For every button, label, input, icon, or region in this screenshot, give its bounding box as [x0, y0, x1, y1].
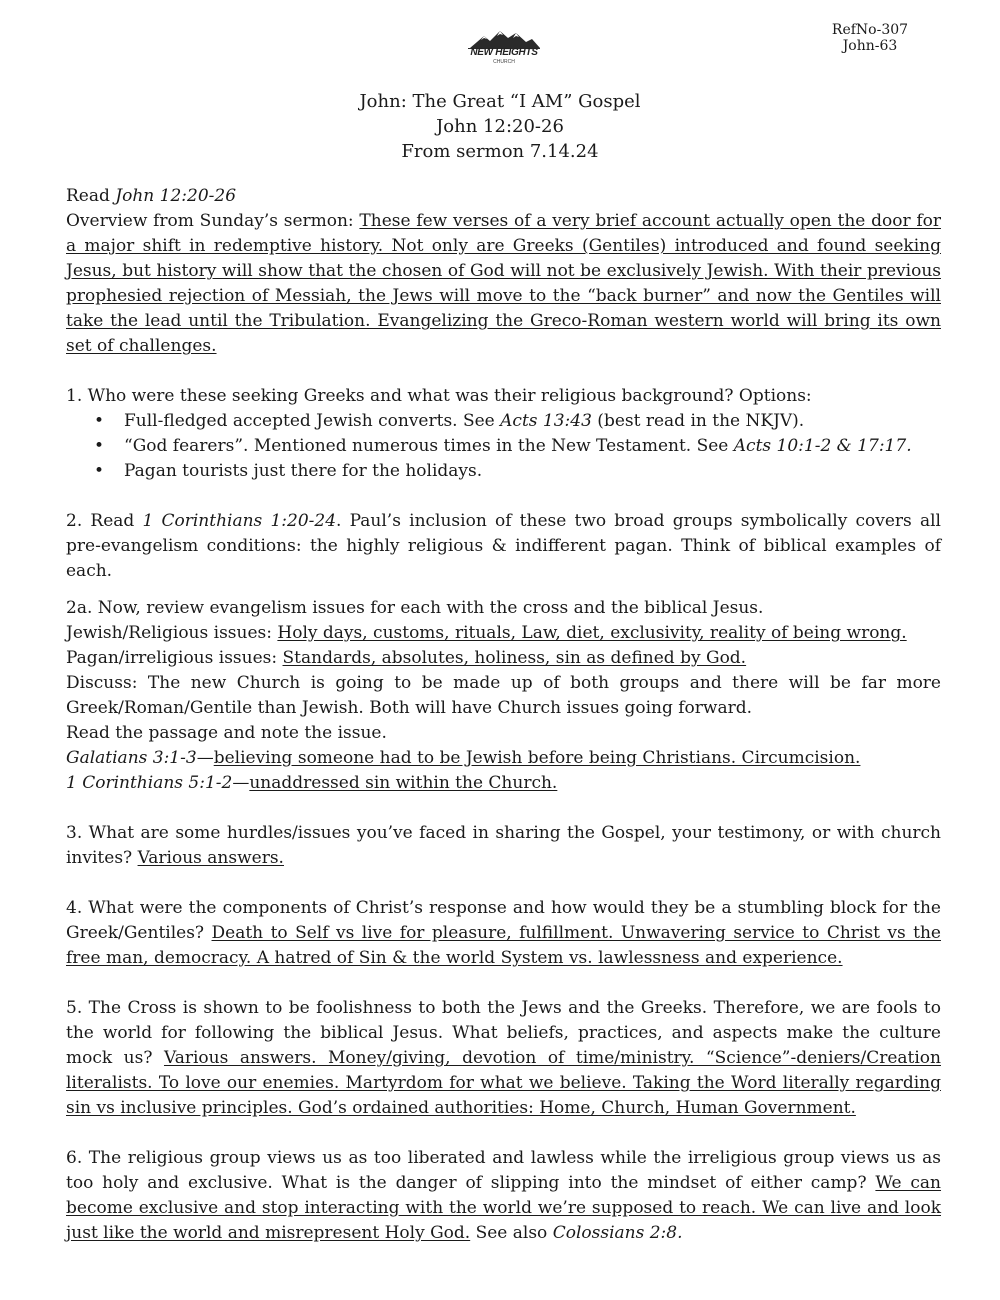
- scripture-ref: 1 Corinthians 5:1-2: [66, 773, 233, 793]
- answer-text: Various answers. Money/giving, devotion of time/ministry. “Science”-deniers/Creation literalists. To love our enemies. Martyrdom for what we believe. Taking the Word literally regarding sin vs inclusive principles. God’s ordained authorities: Home, Church, Human Government.: [66, 1048, 941, 1118]
- ref-series: John-63: [842, 38, 898, 54]
- overview-paragraph: [66, 209, 941, 359]
- series-title: John: The Great “I AM” Gospel: [359, 91, 641, 112]
- answer-text: Holy days, customs, rituals, Law, diet, exclusivity, reality of being wrong.: [277, 623, 907, 643]
- scripture-ref: Acts 10:1-2 & 17:17.: [733, 436, 912, 456]
- options-list: [66, 409, 941, 484]
- jewish-issues: Jewish/Religious issues: Holy days, customs, rituals, Law, diet, exclusivity, reality of being wrong.: [66, 623, 907, 643]
- scripture-ref: Galatians 3:1-3: [66, 748, 197, 768]
- study-guide-body: [66, 184, 941, 1246]
- answer-text: unaddressed sin within the Church.: [249, 773, 558, 793]
- logo-subtext: CHURCH: [493, 59, 515, 65]
- question-5: 5. The Cross is shown to be foolishness to both the Jews and the Greeks. Therefore, we are fools to the world for following the biblical Jesus. What beliefs, practices, and aspects make the culture mock us? Various answers. Money/giving, devotion of time/ministry. “Science”-deniers/Creation literalists. To love our enemies. Martyrdom for what we believe. Taking the Word literally regarding sin vs inclusive principles. God’s ordained authorities: Home, Church, Human Government.: [66, 998, 941, 1118]
- reference-number: [810, 22, 930, 54]
- scripture-ref: 1 Corinthians 1:20-24: [142, 511, 337, 531]
- overview-answer: These few verses of a very brief account actually open the door for a major shift in redemptive history. Not only are Greeks (Gentiles) introduced and found seeking Jesus, but history will show that the chosen of God will not be exclusively Jewish. With their previous prophesied rejection of Messiah, the Jews will move to the “back burner” and now the Gentiles will take the lead until the Tribulation. Evangelizing the Greco-Roman western world will bring its own set of challenges.: [66, 211, 941, 356]
- logo-text: NEW HEIGHTS: [470, 47, 538, 58]
- question-4: 4. What were the components of Christ’s response and how would they be a stumbling block for the Greek/Gentiles? Death to Self vs live for pleasure, fulfillment. Unwavering service to Christ vs the free man, democracy. A hatred of Sin & the world System vs. lawlessness and experience.: [66, 898, 941, 968]
- list-item: • “God fearers”. Mentioned numerous times in the New Testament. See Acts 10:1-2 & 17:17.: [66, 434, 941, 459]
- scripture-ref: Colossians 2:8.: [552, 1223, 683, 1243]
- document-title: [0, 89, 1000, 164]
- discuss-paragraph: Discuss: The new Church is going to be made up of both groups and there will be far more Greek/Roman/Gentile than Jewish. Both will have Church issues going forward.: [66, 673, 941, 718]
- question-2: 2. Read 1 Corinthians 1:20-24. Paul’s inclusion of these two broad groups symbolically covers all pre-evangelism conditions: the highly religious & indifferent pagan. Think of biblical examples of each.: [66, 511, 941, 581]
- answer-text: believing someone had to be Jewish before being Christians. Circumcision.: [213, 748, 861, 768]
- question-2a: 2a. Now, review evangelism issues for each with the cross and the biblical Jesus.: [66, 598, 764, 618]
- list-item: • Full-fledged accepted Jewish converts. See Acts 13:43 (best read in the NKJV).: [66, 409, 941, 434]
- answer-text: Death to Self vs live for pleasure, fulfillment. Unwavering service to Christ vs the free man, democracy. A hatred of Sin & the world System vs. lawlessness and experience.: [66, 923, 941, 968]
- passage-title: John 12:20-26: [436, 116, 564, 137]
- question-1: 1. Who were these seeking Greeks and what was their religious background? Options:: [66, 386, 812, 406]
- scripture-ref: John 12:20-26: [115, 186, 237, 206]
- church-logo: [464, 28, 544, 68]
- scripture-ref: Acts 13:43: [500, 411, 592, 431]
- answer-text: Standards, absolutes, holiness, sin as defined by God.: [282, 648, 747, 668]
- read-line: Read John 12:20-26: [66, 186, 237, 206]
- ref-number: RefNo-307: [831, 22, 909, 38]
- galatians-line: Galatians 3:1-3—believing someone had to be Jewish before being Christians. Circumcision.: [66, 748, 861, 768]
- list-item: • Pagan tourists just there for the holidays.: [66, 459, 941, 484]
- answer-text: We can become exclusive and stop interacting with the world we’re supposed to reach. We can live and look just like the world and misrepresent Holy God.: [66, 1173, 942, 1243]
- question-6: 6. The religious group views us as too liberated and lawless while the irreligious group views us as too holy and exclusive. What is the danger of slipping into the mindset of either camp? We can become exclusive and stop interacting with the world we’re supposed to reach. We can live and look just like the world and misrepresent Holy God. See also Colossians 2:8.: [66, 1148, 942, 1243]
- sermon-date: From sermon 7.14.24: [401, 141, 599, 162]
- overview-label: Overview from Sunday’s sermon:: [66, 211, 360, 231]
- answer-text: Various answers.: [137, 848, 284, 868]
- corinthians-line: 1 Corinthians 5:1-2—unaddressed sin within the Church.: [66, 773, 558, 793]
- read-note: Read the passage and note the issue.: [66, 723, 387, 743]
- question-3: 3. What are some hurdles/issues you’ve faced in sharing the Gospel, your testimony, or with church invites? Various answers.: [66, 823, 941, 868]
- pagan-issues: Pagan/irreligious issues: Standards, absolutes, holiness, sin as defined by God.: [66, 648, 747, 668]
